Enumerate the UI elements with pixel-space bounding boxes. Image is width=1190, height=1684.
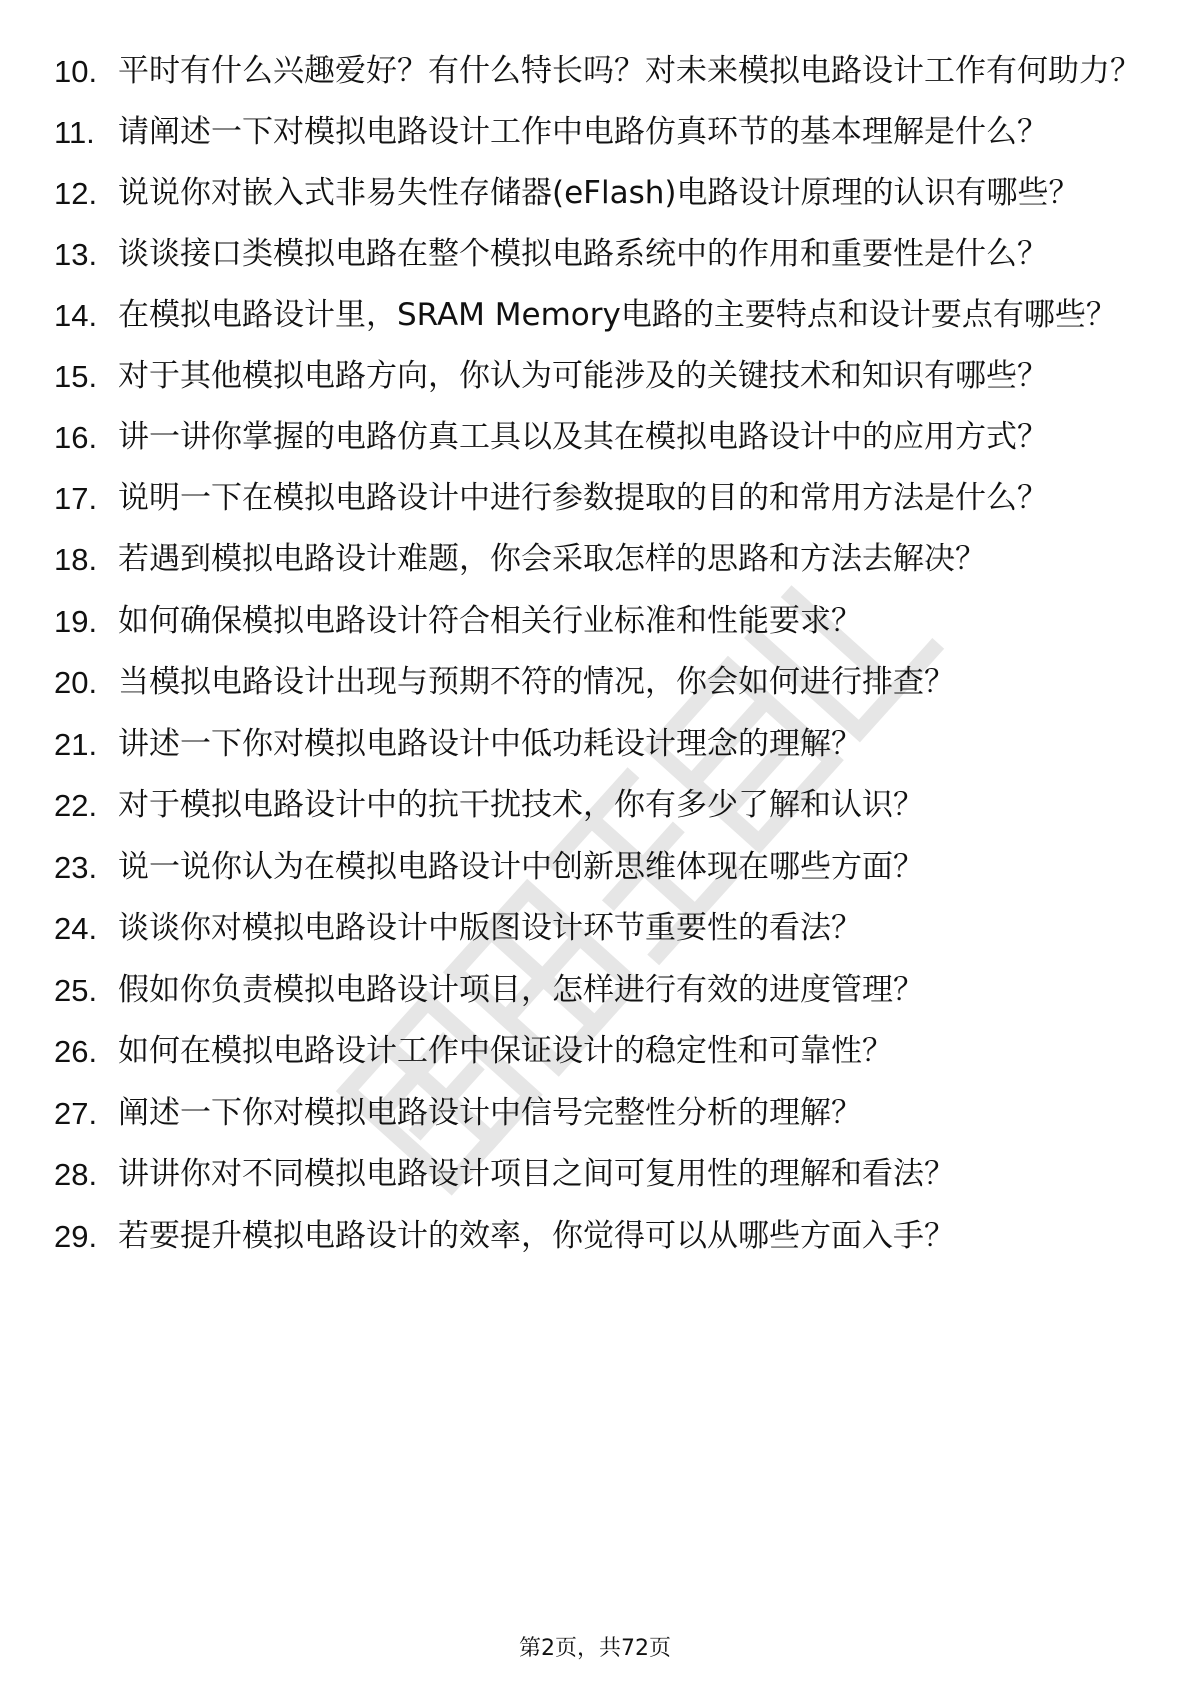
question-number: 22. bbox=[54, 788, 98, 823]
question-number: 28. bbox=[54, 1157, 98, 1192]
list-item bbox=[54, 1092, 1144, 1135]
list-item bbox=[54, 111, 1144, 154]
list-item bbox=[54, 907, 1144, 950]
list-item bbox=[54, 723, 1144, 766]
question-text: 说说你对嵌入式非易失性存储器(eFlash)电路设计原理的认识有哪些？ bbox=[118, 175, 1080, 211]
question-number: 13. bbox=[54, 237, 98, 272]
question-text: 请阐述一下对模拟电路设计工作中电路仿真环节的基本理解是什么？ bbox=[118, 114, 1048, 150]
question-number: 24. bbox=[54, 911, 98, 946]
question-text: 说明一下在模拟电路设计中进行参数提取的目的和常用方法是什么？ bbox=[118, 480, 1048, 516]
question-text: 平时有什么兴趣爱好？有什么特长吗？对未来模拟电路设计工作有何助力？ bbox=[118, 53, 1141, 89]
question-number: 16. bbox=[54, 420, 98, 455]
question-text: 如何在模拟电路设计工作中保证设计的稳定性和可靠性？ bbox=[118, 1033, 893, 1069]
list-item bbox=[54, 172, 1144, 215]
question-text: 在模拟电路设计里，SRAM Memory电路的主要特点和设计要点有哪些？ bbox=[118, 297, 1117, 333]
question-text: 对于其他模拟电路方向，你认为可能涉及的关键技术和知识有哪些？ bbox=[118, 358, 1048, 394]
list-item bbox=[54, 1153, 1144, 1196]
list-item bbox=[54, 846, 1144, 889]
question-number: 29. bbox=[54, 1218, 98, 1254]
list-item bbox=[54, 969, 1144, 1012]
page-number: 第2页，共72页 bbox=[519, 1636, 671, 1661]
question-text: 讲讲你对不同模拟电路设计项目之间可复用性的理解和看法？ bbox=[118, 1156, 955, 1192]
question-text: 若要提升模拟电路设计的效率，你觉得可以从哪些方面入手？ bbox=[118, 1217, 955, 1254]
question-number: 23. bbox=[54, 849, 98, 885]
list-item bbox=[54, 1030, 1144, 1073]
question-text: 当模拟电路设计出现与预期不符的情况，你会如何进行排查？ bbox=[118, 664, 955, 700]
list-item bbox=[54, 1215, 1144, 1258]
question-number: 19. bbox=[54, 603, 98, 639]
question-text: 谈谈你对模拟电路设计中版图设计环节重要性的看法？ bbox=[118, 910, 862, 946]
list-item bbox=[54, 538, 1144, 581]
list-item bbox=[54, 784, 1144, 827]
question-text: 阐述一下你对模拟电路设计中信号完整性分析的理解？ bbox=[118, 1094, 862, 1131]
question-text: 讲述一下你对模拟电路设计中低功耗设计理念的理解？ bbox=[118, 725, 862, 762]
question-number: 21. bbox=[54, 726, 98, 762]
question-number: 27. bbox=[54, 1095, 98, 1131]
question-text: 若遇到模拟电路设计难题，你会采取怎样的思路和方法去解决？ bbox=[118, 541, 986, 577]
list-item bbox=[54, 600, 1144, 643]
question-text: 说一说你认为在模拟电路设计中创新思维体现在哪些方面？ bbox=[118, 848, 924, 885]
question-number: 20. bbox=[54, 665, 98, 700]
question-text: 如何确保模拟电路设计符合相关行业标准和性能要求？ bbox=[118, 602, 862, 639]
question-list bbox=[54, 50, 1144, 1276]
question-number: 15. bbox=[54, 359, 98, 394]
list-item bbox=[54, 50, 1144, 93]
list-item bbox=[54, 661, 1144, 704]
question-text: 对于模拟电路设计中的抗干扰技术，你有多少了解和认识？ bbox=[118, 787, 924, 823]
question-number: 17. bbox=[54, 481, 98, 516]
list-item bbox=[54, 355, 1144, 398]
question-number: 26. bbox=[54, 1034, 98, 1069]
question-text: 假如你负责模拟电路设计项目，怎样进行有效的进度管理？ bbox=[118, 971, 924, 1008]
question-number: 11. bbox=[54, 115, 95, 150]
question-text: 讲一讲你掌握的电路仿真工具以及其在模拟电路设计中的应用方式？ bbox=[118, 419, 1048, 455]
question-text: 谈谈接口类模拟电路在整个模拟电路系统中的作用和重要性是什么？ bbox=[118, 236, 1048, 272]
list-item bbox=[54, 477, 1144, 520]
question-number: 10. bbox=[54, 54, 98, 89]
list-item bbox=[54, 294, 1144, 337]
question-number: 12. bbox=[54, 176, 98, 211]
list-item bbox=[54, 416, 1144, 459]
question-number: 18. bbox=[54, 542, 98, 577]
question-number: 14. bbox=[54, 298, 98, 333]
question-number: 25. bbox=[54, 972, 98, 1008]
list-item bbox=[54, 233, 1144, 276]
